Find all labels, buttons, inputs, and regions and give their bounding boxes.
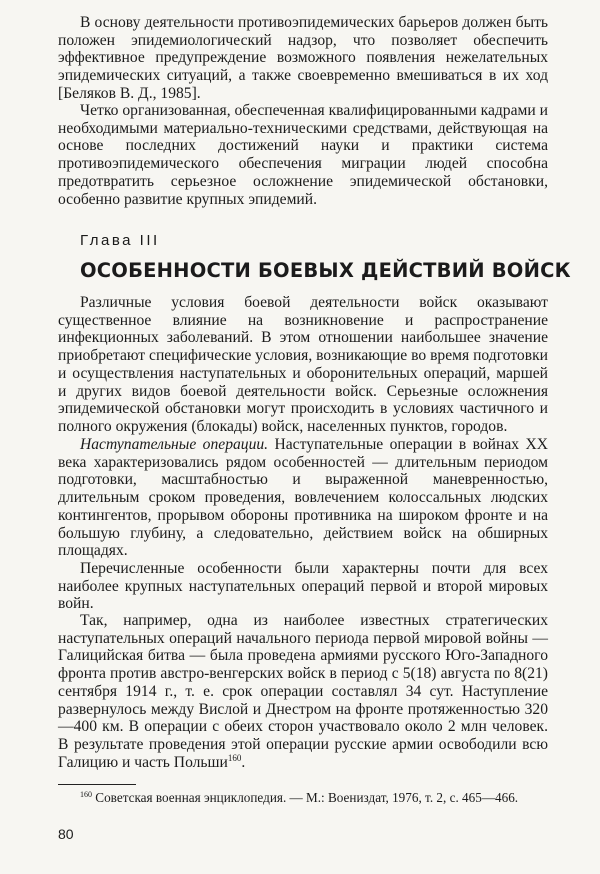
paragraph-4 [58, 436, 548, 560]
footnote-text: Советская военная энциклопедия. — М.: Воениздат, 1976, т. 2, с. 465—466. [92, 790, 519, 805]
paragraph-4-text: Наступательные операции в войнах XX века характеризовались рядом особенностей — длительным периодом подготовки, масштабностью и выраженной маневренностью, длительным сроком проведения, вовлечением колоссальных людских контингентов, прорывом обороны противника на широком фронте и на большую глубину, а следовательно, действием войск на обширных площадях. [58, 436, 548, 560]
footnote [58, 790, 548, 806]
paragraph-1: В основу деятельности противоэпидемических барьеров должен быть положен эпидемиологический надзор, что позволяет обеспечить эффективное предупреждение возможного появления нежелательных эпидемических ситуаций, а также своевременно вмешиваться в их ход [Беляков В. Д., 1985]. [58, 14, 548, 102]
footnote-reference: 160 [227, 752, 242, 763]
paragraph-6-text: Так, например, одна из наиболее известных стратегических наступательных операций начального периода первой мировой войны — Галицийская битва — была проведена армиями русского Юго-Западного фронта против австро-венгерских войск в период с 5(18) августа по 8(21) сентября 1914 г., т. е. срок операции составлял 34 сут. Наступление развернулось между Вислой и Днестром на фронте протяженностью 320—400 км. В операции с обеих сторон участвовало около 2 млн человек. В результате проведения этой операции русские армии освободили всю Галицию и часть Польши [58, 612, 548, 771]
page-number: 80 [58, 826, 74, 842]
footnote-number: 160 [80, 790, 92, 799]
chapter-title: ОСОБЕННОСТИ БОЕВЫХ ДЕЙСТВИЙ ВОЙСК [80, 259, 571, 282]
footnote-divider [58, 784, 136, 785]
paragraph-6: Так, например, одна из наиболее известных стратегических наступательных операций начального периода первой мировой войны — Галицийская битва — была проведена армиями русского Юго-Западного фронта против австро-венгерских войск в период с 5(18) августа по 8(21) сентября 1914 г., т. е. срок операции составлял 34 сут. Наступление развернулось между Вислой и Днестром на фронте протяженностью 320—400 км. В операции с обеих сторон участвовало около 2 млн человек. В результате проведения этой операции русские армии освободили всю Галицию и часть Польши$^{160}$. [58, 612, 548, 771]
paragraph-5: Перечисленные особенности были характерны почти для всех наиболее крупных наступательных операций первой и второй мировых войн. [58, 560, 548, 613]
paragraph-4-heading: Наступательные операции. [80, 436, 269, 453]
chapter-label: Глава III [80, 232, 160, 249]
paragraph-2: Четко организованная, обеспеченная квалифицированными кадрами и необходимыми материально-техническими средствами, действующая на основе последних достижений науки и практики система противоэпидемического обеспечения миграции людей способна предотвратить серьезное осложнение эпидемической обстановки, особенно развитие крупных эпидемий. [58, 102, 548, 208]
paragraph-3: Различные условия боевой деятельности войск оказывают существенное влияние на возникновение и распространение инфекционных заболеваний. В этом отношении наибольшее значение приобретают специфические условия, возникающие во время подготовки и осуществления наступательных и оборонительных операций, маршей и других видов боевой деятельности войск. Серьезные осложнения эпидемической обстановки могут происходить в условиях частичного и полного окружения (блокады) войск, населенных пунктов, городов. [58, 294, 549, 435]
